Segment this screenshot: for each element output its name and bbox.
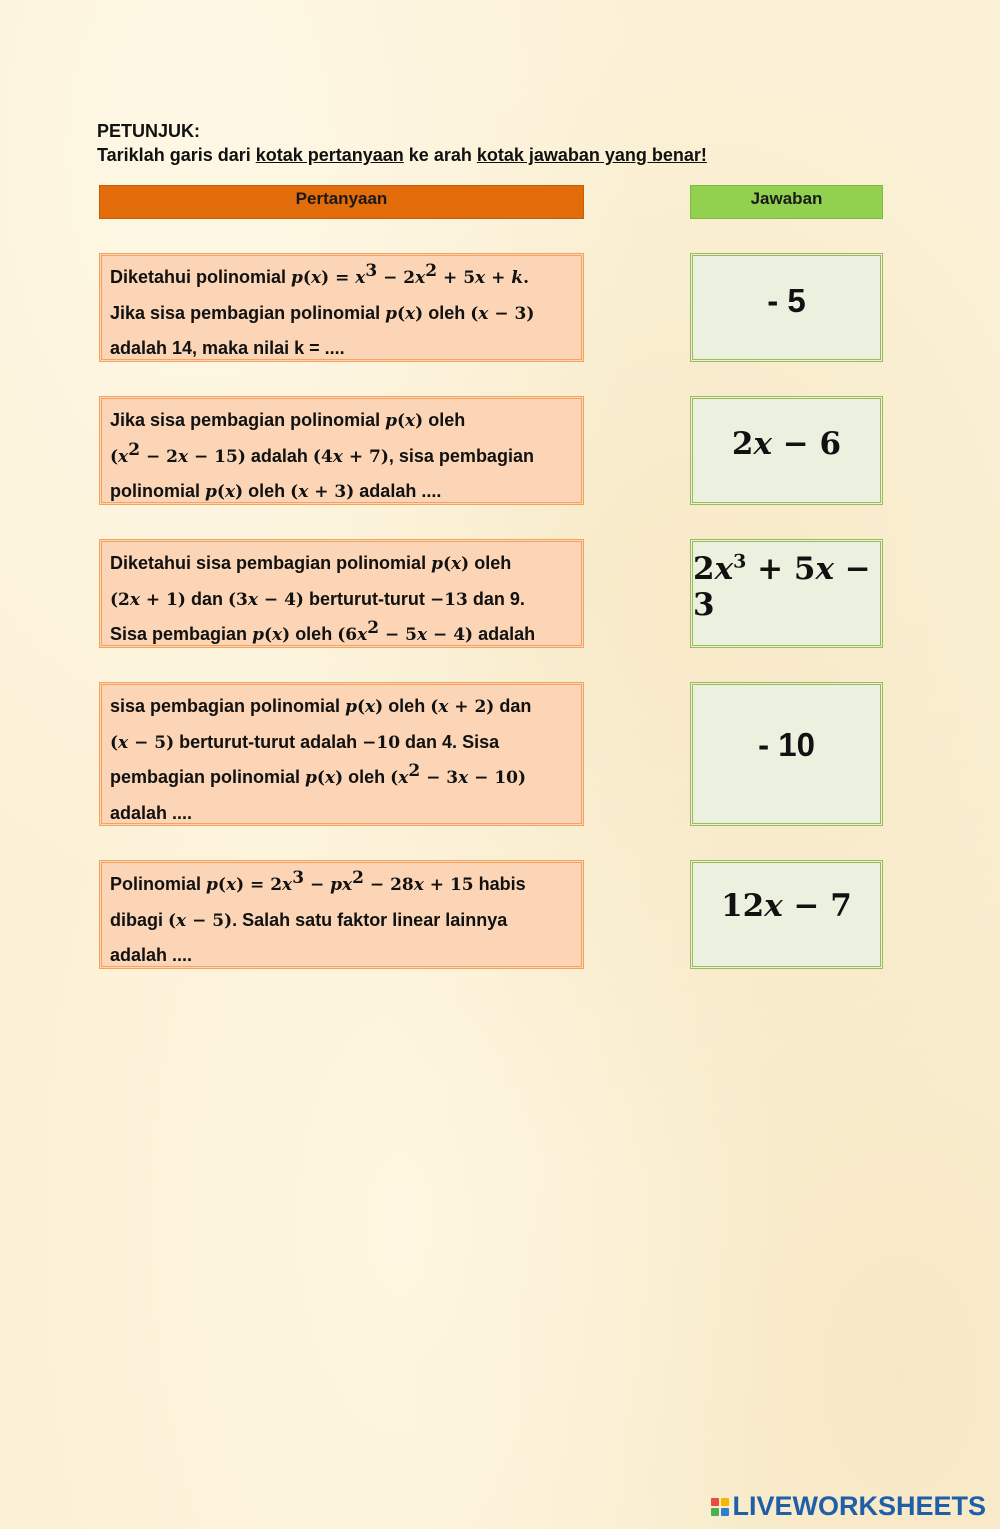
answer-text-2: 2x − 6 [731, 425, 842, 462]
liveworksheets-icon [711, 1498, 729, 1516]
answer-box-4[interactable] [690, 682, 883, 826]
answer-box-5[interactable] [690, 860, 883, 969]
liveworksheets-logo [711, 1491, 986, 1522]
answer-text-3: $2x^3 + 5x - 3$ [693, 550, 871, 623]
questions-header: Pertanyaan [99, 185, 584, 219]
instructions-text: Tariklah garis dari kotak pertanyaan ke arah kotak jawaban yang benar! [97, 145, 707, 165]
instructions-title: PETUNJUK: [97, 121, 201, 141]
answer-text-1: - 5 [767, 281, 806, 319]
question-box-2[interactable]: Jika sisa pembagian polinomial p(x) oleh $(x^2 - 2x - 15)$ adalah (4x + 7), sisa pembagian polinomial p(x) oleh (x + 3) adalah .... [99, 396, 584, 505]
instructions-link-answers: kotak jawaban yang benar! [476, 145, 707, 165]
brand-name: LIVEWORKSHEETS [732, 1491, 986, 1521]
question-box-3[interactable]: Diketahui sisa pembagian polinomial p(x) oleh (2x + 1) dan (3x − 4) berturut-turut −13 dan 9. Sisa pembagian p(x) oleh $(6x^2 - 5x - 4)$ adalah [99, 539, 584, 648]
answer-box-3[interactable] [690, 539, 883, 648]
answer-text-4: - 10 [758, 726, 815, 763]
answer-box-2[interactable] [690, 396, 883, 505]
question-box-4[interactable]: sisa pembagian polinomial p(x) oleh (x + 2) dan (x − 5) berturut-turut adalah −10 dan 4. Sisa pembagian polinomial p(x) oleh $(x^2 - 3x - 10)$ adalah .... [99, 682, 584, 826]
instructions-link-questions: kotak pertanyaan [255, 145, 404, 165]
instructions [97, 119, 707, 167]
answers-header: Jawaban [690, 185, 883, 219]
answer-box-1[interactable] [690, 253, 883, 362]
answer-text-5: 12x − 7 [721, 887, 852, 924]
question-box-5[interactable]: Polinomial $p(x) = 2x^3 - px^2 - 28x + 15$ habis dibagi (x − 5). Salah satu faktor linear lainnya adalah .... [99, 860, 584, 969]
question-box-1[interactable]: Diketahui polinomial $p(x) = x^3 - 2x^2 + 5x + k$. Jika sisa pembagian polinomial p(x) oleh (x − 3) adalah 14, maka nilai k = .... [99, 253, 584, 362]
